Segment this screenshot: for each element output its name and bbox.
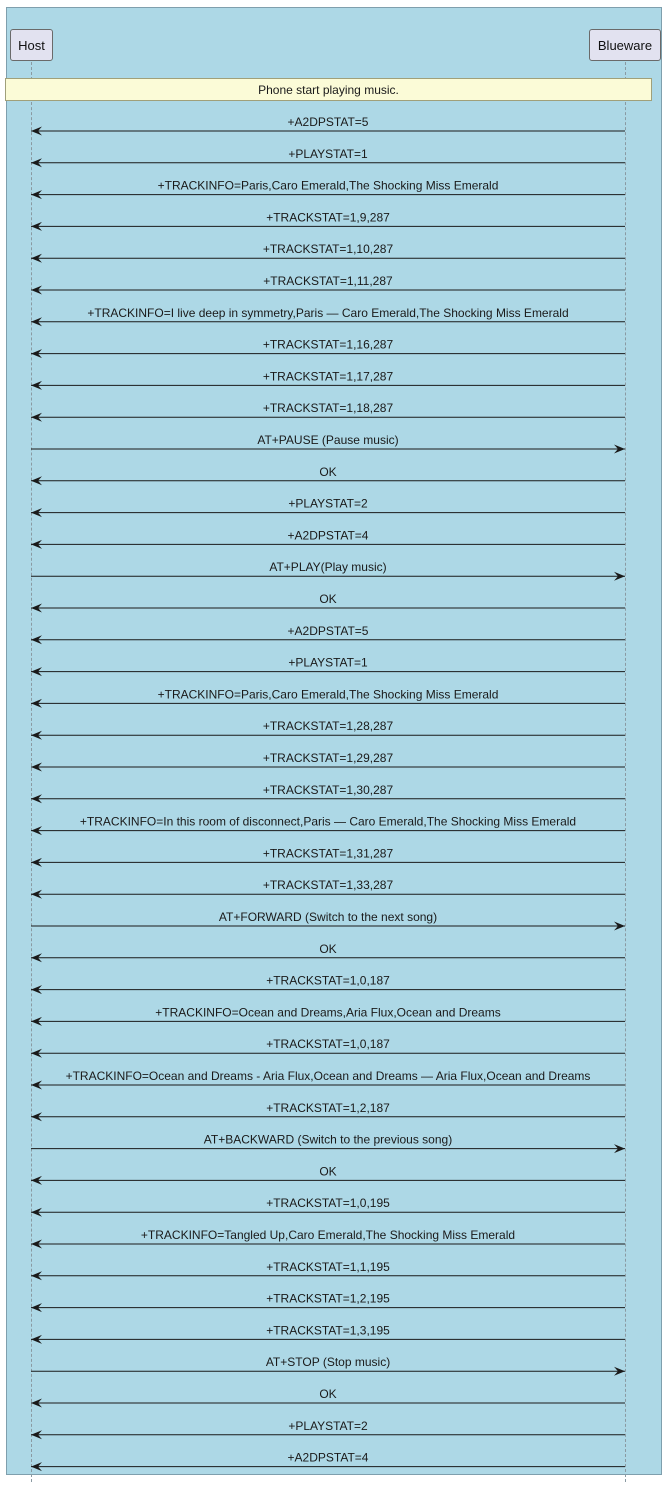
message-label: +TRACKINFO=Ocean and Dreams - Aria Flux,Ocean and Dreams — Aria Flux,Ocean and Dreams xyxy=(65,1069,591,1083)
message-label: +TRACKSTAT=1,3,195 xyxy=(266,1323,390,1338)
message-label: +TRACKSTAT=1,18,287 xyxy=(262,401,394,416)
message-label: +TRACKINFO=Ocean and Dreams,Aria Flux,Ocean and Dreams xyxy=(155,1005,501,1020)
message-label: AT+FORWARD (Switch to the next song) xyxy=(218,910,438,924)
message xyxy=(31,974,625,995)
message xyxy=(31,783,625,804)
message xyxy=(31,719,625,740)
message-label: +TRACKSTAT=1,29,287 xyxy=(262,751,394,765)
message xyxy=(31,1005,625,1026)
message xyxy=(31,401,625,422)
participant-blueware: Blueware xyxy=(589,29,661,61)
message-label: +A2DPSTAT=5 xyxy=(287,115,369,129)
message xyxy=(31,1451,625,1472)
message xyxy=(31,528,625,549)
message-label: OK xyxy=(319,1387,337,1401)
message xyxy=(31,1387,625,1408)
message xyxy=(31,338,625,359)
message xyxy=(31,115,625,136)
message-label: +A2DPSTAT=4 xyxy=(287,1450,369,1465)
participant-host: Host xyxy=(10,29,53,61)
message xyxy=(31,1260,625,1281)
message xyxy=(31,1419,625,1440)
message xyxy=(31,242,625,263)
message xyxy=(31,306,625,327)
message xyxy=(31,846,625,867)
message-label: +A2DPSTAT=5 xyxy=(287,623,369,638)
message xyxy=(31,1228,625,1249)
message-label: OK xyxy=(319,941,337,956)
message xyxy=(31,560,625,581)
message xyxy=(31,274,625,295)
message-label: +TRACKSTAT=1,2,187 xyxy=(266,1100,390,1115)
message-label: AT+PLAY(Play music) xyxy=(269,560,387,575)
message xyxy=(31,1069,625,1090)
message xyxy=(31,592,625,613)
message xyxy=(31,910,625,931)
message-label: OK xyxy=(319,592,337,606)
message xyxy=(31,815,625,836)
message-label: +TRACKSTAT=1,10,287 xyxy=(262,242,394,257)
message-label: +TRACKINFO=Tangled Up,Caro Emerald,The Shocking Miss Emerald xyxy=(140,1228,516,1242)
message-label: +TRACKINFO=In this room of disconnect,Paris — Caro Emerald,The Shocking Miss Emerald xyxy=(79,814,577,829)
message xyxy=(31,687,625,708)
message-label: OK xyxy=(319,464,337,479)
message-label: +TRACKSTAT=1,0,187 xyxy=(266,1037,390,1052)
message xyxy=(31,497,625,517)
message xyxy=(31,1037,625,1058)
message xyxy=(31,465,625,486)
message xyxy=(31,1101,625,1122)
message-label: +TRACKSTAT=1,0,187 xyxy=(266,973,390,988)
message-label: +TRACKINFO=Paris,Caro Emerald,The Shocking Miss Emerald xyxy=(157,178,499,193)
message-label: +TRACKSTAT=1,33,287 xyxy=(262,878,394,893)
message-label: +TRACKSTAT=1,17,287 xyxy=(262,369,394,384)
message xyxy=(31,624,625,645)
message-label: +TRACKSTAT=1,28,287 xyxy=(262,719,394,734)
message xyxy=(31,942,625,963)
message-label: AT+BACKWARD (Switch to the previous song) xyxy=(203,1132,453,1147)
message-label: +PLAYSTAT=1 xyxy=(288,655,368,670)
message-label: +TRACKSTAT=1,30,287 xyxy=(262,782,394,797)
message xyxy=(31,210,625,231)
message xyxy=(31,1164,625,1185)
message xyxy=(31,433,625,454)
message-label: OK xyxy=(319,1164,337,1179)
message-label: +TRACKSTAT=1,31,287 xyxy=(262,846,394,861)
message xyxy=(31,1355,625,1376)
message-label: +TRACKSTAT=1,9,287 xyxy=(266,210,390,225)
message-label: +TRACKSTAT=1,2,195 xyxy=(266,1291,390,1306)
message-label: +PLAYSTAT=1 xyxy=(288,146,368,161)
message xyxy=(31,1196,625,1217)
message xyxy=(31,179,625,200)
message-label: AT+STOP (Stop music) xyxy=(265,1355,391,1370)
message xyxy=(31,656,625,677)
message xyxy=(31,878,625,899)
message-label: +TRACKSTAT=1,1,195 xyxy=(266,1259,390,1274)
message-label: +PLAYSTAT=2 xyxy=(288,1418,368,1433)
note: Phone start playing music. xyxy=(5,78,652,101)
message-label: +TRACKSTAT=1,0,195 xyxy=(266,1196,390,1211)
message-label: +A2DPSTAT=4 xyxy=(287,528,369,543)
message xyxy=(31,751,625,772)
message-label: +TRACKSTAT=1,11,287 xyxy=(263,274,393,288)
message xyxy=(31,1323,625,1344)
message-label: AT+PAUSE (Pause music) xyxy=(257,433,399,447)
message-label: +TRACKINFO=I live deep in symmetry,Paris — Caro Emerald,The Shocking Miss Emerald xyxy=(87,305,569,320)
message xyxy=(31,1133,625,1154)
message xyxy=(31,147,625,168)
message-label: +TRACKINFO=Paris,Caro Emerald,The Shocking Miss Emerald xyxy=(157,687,499,702)
message xyxy=(31,1292,625,1313)
message-label: +TRACKSTAT=1,16,287 xyxy=(262,337,394,352)
message-label: +PLAYSTAT=2 xyxy=(288,496,368,511)
message xyxy=(31,369,625,390)
